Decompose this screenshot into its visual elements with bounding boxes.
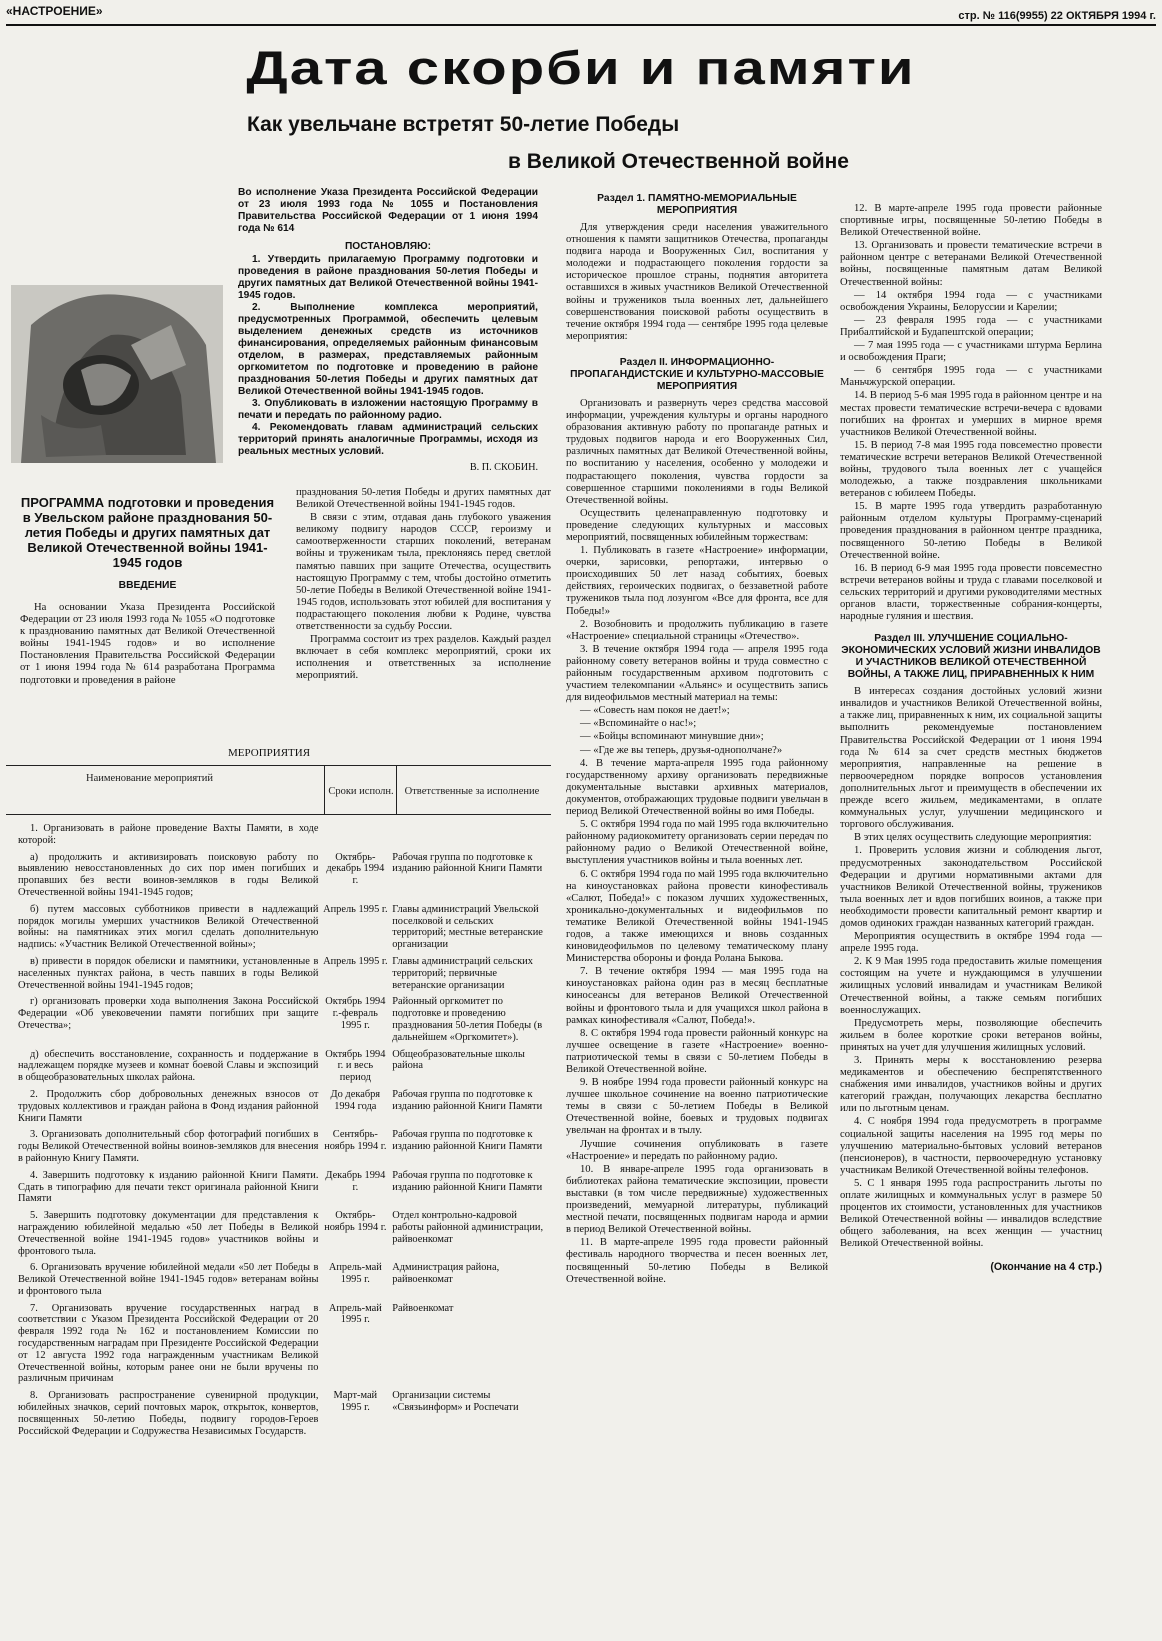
paragraph: — 7 мая 1995 года — с участниками штурма Берлина и освобождения Праги; xyxy=(840,340,1102,364)
decree-item: 2. Выполнение комплекса мероприятий, предусмотренных Программой, обеспечить целевым выделением денежных средств из источников финансирования, определяемых районным финансовым отделом, в размерах, представляемых районным оргкомитетом по подготовке и проведению в районе празднования 50-летия Победы и других памятных дат Великой Отечественной войны 1941-1945 годов. xyxy=(238,302,538,397)
paragraph: В интересах создания достойных условий жизни инвалидов и участников Великой Отечественной войны, а также лиц, приравненных к ним, их социальной защиты выполнить рекомендуемые постановлением Правительства Российской Федерации от 1 июня 1994 года № 614 за счет средств местных бюджетов мероприятия, направленные на решение в первоочередном порядке вопросов установления дополнительных льгот и преимуществ в обеспечении их прежде всего жильем, медикаментами, в оплате коммунальных услуг, улучшении медицинского и торгового обслуживания. xyxy=(840,686,1102,831)
table-header xyxy=(6,765,551,815)
paragraph: 2. Возобновить и продолжить публикацию в газете «Настроение» специальной страницы «Отечество». xyxy=(566,618,828,642)
decree-item: 1. Утвердить прилагаемую Программу подготовки и проведения в районе празднования 50-летия Победы и других памятных дат Великой Отечественной войны 1941-1945 годов. xyxy=(238,254,538,301)
paragraph: 4. В течение марта-апреля 1995 года районному государственному архиву организовать передвижные документальные выставки архивных материалов, документов, отображающих трудовые подвиги увельчан в период Великой Отечественной войны во имя Победы. xyxy=(566,757,828,818)
paragraph: — «Вспоминайте о нас!»; xyxy=(580,718,697,730)
header-name: Наименование мероприятий xyxy=(86,773,213,784)
paragraph: 15. В марте 1995 года утвердить разработанную районным отделом культуры Программу-сценарий проведения празднования в районном центре праздника, посвященного 50-летию Победы в Великой Отечественной войне. xyxy=(840,501,1102,561)
cell-date: Октябрь-декабрь 1994 г. xyxy=(326,851,385,887)
table-row xyxy=(16,1210,546,1262)
cell-date: Апрель 1995 г. xyxy=(323,903,388,915)
header-divider xyxy=(396,766,397,814)
article-subtitle-1: Как увельчане встретят 50-летие Победы xyxy=(247,113,680,136)
cell-date: Сентябрь-ноябрь 1994 г. xyxy=(324,1129,387,1153)
paragraph: Мероприятия осуществить в октябре 1994 года — апреле 1995 года. xyxy=(840,931,1102,955)
cell-date: Октябрь-ноябрь 1994 г. xyxy=(324,1210,387,1233)
header-rule xyxy=(6,24,1156,26)
cell-date: До декабря 1994 года xyxy=(330,1088,381,1112)
paragraph: 4. С ноября 1994 года предусмотреть в программе социальной защиты населения на 1995 год меры по улучшению материально-бытовых условий ветеранов (пенсионеров), в частности, первоочередную установку участникам Великой Отечественной войны телефонов. xyxy=(840,1116,1102,1176)
paragraph: Организовать и развернуть через средства массовой информации, учреждения культуры и органы народного образования активную работу по пропаганде ратных и трудовых подвигов народа и его Вооруженных Сил, различных памятных дат Великой Отечественной войны, по воспитанию у населения, особенно у молодежи и подрастающего поколения, чувства гордости за совершенное старшими поколениями в годы Великой Отечественной войны. xyxy=(566,397,828,506)
intro-text: На основании Указа Президента Российской Федерации от 23 июля 1993 года № 1055 «О подготовке к празднованию памятных дат Великой Отечественной войны 1941-1945 годов» и во исполнение Постановления Правительства Российской Федерации от 1 июня 1994 года № 614 разработана Программа подготовки и проведения в районе xyxy=(20,602,275,686)
cell-resp: Рабочая группа по подготовке к изданию районной Книги Памяти xyxy=(392,1088,543,1112)
cell-resp: Районный оргкомитет по подготовке и проведению празднования 50-летия Победы (в дальнейшем «Оргкомитет»). xyxy=(392,996,543,1043)
paragraph: 15. В период 7-8 мая 1995 года повсеместно провести тематические встречи ветеранов Великой Отечественной войны, трудового тыла военных лет с учащейся молодежью, а также поздравления школьниками ветеранов с юбилеем Победы. xyxy=(840,439,1102,500)
decree-heading: ПОСТАНОВЛЯЮ: xyxy=(344,241,432,252)
paragraph: 12. В марте-апреле 1995 года провести районные спортивные игры, посвященные 50-летию Победы в Великой Отечественной войне. xyxy=(840,203,1102,239)
paragraph: Предусмотреть меры, позволяющие обеспечить жильем в более короткие сроки ветеранов войны, принятых на учет для улучшения жилищных условий. xyxy=(840,1017,1102,1053)
cell-resp: Главы администраций сельских территорий; первичные ветеранские организации xyxy=(392,955,533,991)
paragraph: — «Бойцы вспоминают минувшие дни»; xyxy=(580,731,764,743)
cell-date: Апрель-май 1995 г. xyxy=(328,1302,382,1326)
cell-date: Октябрь 1994 г. и весь период xyxy=(325,1048,386,1084)
program-paragraph: В связи с этим, отдавая дань глубокого уважения великому подвигу народов СССР, героизму и самоотверженности старших поколений, ветеранам войны и труженикам тыла, преклоняясь перед светлой памятью павших при защите Отечества, осуществить настоящую Программу с тем, чтобы достойно отметить 50-летие Победы в Великой Отечественной войне 1941-1945 годов, использовать этот юбилей для воспитания у подрастающего поколения любви к Родине, чувства ответственности за судьбу России. xyxy=(296,512,551,633)
cell-resp: Рабочая группа по подготовке к изданию районной Книги Памяти xyxy=(392,1129,543,1153)
program-continued xyxy=(296,487,551,684)
decree-signature: В. П. СКОБИН. xyxy=(469,462,538,473)
paragraph: — «Совесть нам покоя не дает!»; xyxy=(580,705,730,717)
paragraph: — 23 февраля 1995 года — с участниками Прибалтийской и Будапештской операции; xyxy=(840,314,1102,338)
paragraph: 9. В ноябре 1994 года провести районный конкурс на лучшее школьное сочинение на военно патриотические темы в связи с 50-летием Победы в Великой Отечественной войне, боевых и трудовых подвигах увельчан на фронтах и в тылу. xyxy=(566,1077,828,1137)
cell-name: 1. Организовать в районе проведение Вахты Памяти, в ходе которой: xyxy=(18,823,319,846)
paragraph: 3. В течение октября 1994 года — апреля 1995 года районному совету ветеранов войны и труда совместно с районным государственным архивом подготовить с участием телекомпании «Альянс» и осуществить запись для видеофильмов местный материал на темы: xyxy=(566,643,828,704)
header-date: Сроки исполн. xyxy=(328,786,394,797)
cell-resp xyxy=(390,823,546,852)
paragraph: 14. В период 5-6 мая 1995 года в районном центре и на местах провести тематические встречи-вечера с вдовами погибших на фронтах и умерших в мирное время участников Великой Отечественной войны. xyxy=(840,390,1102,438)
paragraph: 5. С 1 января 1995 года распространить льготы по оплате жилищных и коммунальных услуг в размере 50 процентов их стоимости, установленных для участников Великой Отечественной войны — инвалидов вследствие общего заболевания, на всех женщин — участниц Великой Отечественной войны. xyxy=(840,1177,1102,1250)
paragraph: — 6 сентября 1995 года — с участниками Маньчжурской операции. xyxy=(840,365,1102,389)
cell-date: Апрель 1995 г. xyxy=(323,955,388,967)
program-title: ПРОГРАММА подготовки и проведения в Увельском районе празднования 50-летия Победы и других памятных дат Великой Отечественной войны 1941-1945 годов xyxy=(20,495,275,570)
paragraph: 13. Организовать и провести тематические встречи в районном центре с ветеранами Великой Отечественной войны, посвященные памятным датам Великой Отечественной войны: xyxy=(840,240,1102,288)
cell-name: д) обеспечить восстановление, сохранность и поддержание в надлежащем порядке музеев и комнат боевой Славы и экспозиций в общеобразовательных школах района. xyxy=(18,1048,319,1084)
table-row xyxy=(16,1129,546,1169)
cell-name: 3. Организовать дополнительный сбор фотографий погибших в годы Великой Отечественной войны воинов-земляков для внесения в районную Книгу Памяти. xyxy=(18,1129,319,1164)
header-divider xyxy=(324,766,325,814)
program-paragraph: Программа состоит из трех разделов. Каждый раздел включает в себя комплекс мероприятий, сроки их исполнения и ответственных за исполнение мероприятий. xyxy=(296,634,551,682)
section-2-title: Раздел II. ИНФОРМАЦИОННО-ПРОПАГАНДИСТСКИЕ И КУЛЬТУРНО-МАССОВЫЕ МЕРОПРИЯТИЯ xyxy=(570,356,824,392)
table-row xyxy=(16,1390,546,1442)
cell-date xyxy=(320,823,390,852)
cell-name: 7. Организовать вручение государственных наград в соответствии с Указом Президента Российской Федерации от 20 февраля 1992 года № 162 и постановлением Комиссии по государственным наградам при Президенте Российской Федерации от 12 августа 1992 года награжденным участникам Великой Отечественной войны, которым ранее они не были вручены по различным причинам xyxy=(18,1302,319,1385)
paragraph: — «Где же вы теперь, друзья-однополчане?» xyxy=(580,744,783,756)
paragraph: Лучшие сочинения опубликовать в газете «Настроение» и передать по районному радио. xyxy=(566,1138,828,1162)
cell-name: 2. Продолжить сбор добровольных денежных взносов от трудовых коллективов и граждан района в Фонд издания районной Книги Памяти xyxy=(18,1088,319,1124)
table-row xyxy=(16,1262,546,1302)
paragraph: 8. С октября 1994 года провести районный конкурс на лучшее освещение в газете «Настроение» военно-патриотической темы в связи с 50-летием Победы в Великой Отечественной войне. xyxy=(566,1027,828,1075)
table-row xyxy=(16,956,546,996)
paragraph: 2. К 9 Мая 1995 года предоставить жилые помещения состоящим на учете и нуждающимся в улучшении жилищных условий инвалидам и участникам Великой Отечественной войны, а также семьям погибших военнослужащих. xyxy=(840,956,1102,1016)
header-resp: Ответственные за исполнение xyxy=(404,786,540,797)
table-row xyxy=(16,1170,546,1210)
paragraph: 5. С октября 1994 года по май 1995 года включительно районному радиокомитету организовать серии передач по районному радио о Великой Отечественной войне, выступления участников войны и тыла военных лет. xyxy=(566,819,828,867)
cell-name: 5. Завершить подготовку документации для представления к награждению юбилейной медалью «50 лет Победы в Великой Отечественной войне 1941-1945 годов» участников войны и фронтового тыла. xyxy=(18,1210,319,1257)
section-1-2-column xyxy=(566,193,828,1287)
cell-resp: Главы администраций Увельской поселковой и сельских территорий; местные ветеранские организации xyxy=(392,903,543,951)
article-subtitle-2: в Великой Отечественной войне xyxy=(508,150,849,173)
cell-resp: Рабочая группа по подготовке к изданию районной Книги Памяти xyxy=(392,1169,543,1193)
cell-date: Декабрь 1994 г. xyxy=(325,1169,386,1193)
paragraph: 6. С октября 1994 года по май 1995 года включительно на киноустановках района провести кинофестиваль «Салют, Победа!» с показом лучших художественных, хроникально-документальных и видеофильмов по тематике Великой Отечественной войны 1941-1945 годов, а также имеющихся и вновь созданных киновидеофильмов по целевому тематическому плану Министерства обороны и фонда Ролана Быкова. xyxy=(566,868,828,965)
continued-note: (Окончание на 4 стр.) xyxy=(990,1260,1102,1273)
decree-intro: Во исполнение Указа Президента Российской Федерации от 23 июля 1993 года № 1055 и Постановления Правительства Российской Федерации от 1 июня 1994 года № 614 xyxy=(238,187,538,234)
cell-resp: Рабочая группа по подготовке к изданию районной Книги Памяти xyxy=(392,851,543,875)
section-1-title: Раздел 1. ПАМЯТНО-МЕМОРИАЛЬНЫЕ МЕРОПРИЯТИЯ xyxy=(597,193,797,216)
section-3-title: Раздел III. УЛУЧШЕНИЕ СОЦИАЛЬНО-ЭКОНОМИЧЕСКИХ УСЛОВИЙ ЖИЗНИ ИНВАЛИДОВ И УЧАСТНИКОВ ВЕЛИКОЙ ОТЕЧЕСТВЕННОЙ ВОЙНЫ, А ТАКЖЕ ЛИЦ, ПРИРАВНЕННЫХ К НИМ xyxy=(841,633,1101,681)
program-paragraph: празднования 50-летия Победы и других памятных дат Великой Отечественной войны 1941-1945 годов. xyxy=(296,487,551,511)
program-intro xyxy=(20,495,275,688)
events-table xyxy=(16,823,546,1442)
cell-name: в) привести в порядок обелиски и памятники, установленные в населенных пунктах района, в честь павших в годы Великой Отечественной войны 1941-1945 годов; xyxy=(18,955,319,991)
section-1-text: Для утверждения среди населения уважительного отношения к памяти защитников Отечества, пропаганды подвига народа и Вооруженных Сил, воспитания у молодежи и подрастающего поколения гордости за историческое прошлое страны, поднятия авторитета оставшихся в живых участников Великой Отечественной войны и тружеников тыла военных лет, дальнейшего совершенствования поисковой работы осуществить в течение октября 1994 года — сентябре 1995 года целевые мероприятия: xyxy=(566,222,828,342)
decree-item: 3. Опубликовать в изложении настоящую Программу в печати и передать по районному радио. xyxy=(238,398,538,421)
paragraph: 1. Проверить условия жизни и соблюдения льгот, предусмотренных законодательством Российской Федерации и другими нормативными актами для участников Великой Отечественной войны, тружеников тыла военных лет и вдов погибших воинов, а также при необходимости провести капитальный ремонт квартир и домов одиноких граждан названных категорий граждан. xyxy=(840,845,1102,929)
cell-name: г) организовать проверки хода выполнения Закона Российской Федерации «Об увековечении памяти погибших при защите Отечества»; xyxy=(18,996,319,1031)
memorial-photo xyxy=(11,285,223,463)
cell-resp: Отдел контрольно-кадровой работы районной администрации, райвоенкомат xyxy=(392,1210,544,1245)
paragraph: — 14 октября 1994 года — с участниками освобождения Украины, Белоруссии и Карелии; xyxy=(840,289,1102,313)
table-row xyxy=(16,852,546,904)
paragraph: 1. Публиковать в газете «Настроение» информации, очерки, зарисовки, репортажи, интервью о происходивших 50 лет назад событиях, боевых действиях, героических подвигах, о беззаветной работе тружеников тыла под лозунгом «Все для фронта, все для Победы!» xyxy=(566,545,828,617)
table-row xyxy=(16,1089,546,1129)
paragraph: Осуществить целенаправленную подготовку и проведение следующих культурных и массовых мероприятий, посвященных юбилейным торжествам: xyxy=(566,507,828,543)
paragraph: 11. В марте-апреле 1995 года провести районный фестиваль народного творчества и песен военных лет, посвященный 50-летию Победы в Великой Отечественной войне. xyxy=(566,1237,828,1285)
memorial-image xyxy=(11,285,223,463)
cell-date: Апрель-май 1995 г. xyxy=(328,1262,382,1286)
paragraph: 16. В период 6-9 мая 1995 года провести повсеместно встречи ветеранов войны и труда с главами поселковой и сельских территорий и другими руководителями местных органов власти, торжественные собрания-концерты, народные гуляния и шествия. xyxy=(840,562,1102,623)
cell-name: 6. Организовать вручение юбилейной медали «50 лет Победы в Великой Отечественной войне 1941-1945 годов» ветеранам войны и фронтового тыла xyxy=(18,1262,319,1297)
cell-name: 4. Завершить подготовку к изданию районной Книги Памяти. Сдать в типографию для печати текст оригинала районной Книги Памяти xyxy=(18,1169,319,1205)
paragraph: 3. Принять меры к восстановлению резерва медикаментов и обеспечению беспрепятственного снабжения ими инвалидов, участников войны и других категорий граждан, получающих лекарства бесплатно или по льготным ценам. xyxy=(840,1055,1102,1115)
intro-heading: ВВЕДЕНИЕ xyxy=(118,580,177,591)
table-row xyxy=(16,1049,546,1089)
table-row xyxy=(16,904,546,956)
cell-name: а) продолжить и активизировать поисковую работу по выявлению невосстановленных до сих пор имен погибших и пропавших без вести воинов-земляков в годы Великой Отечественной войны 1941-1945 годов; xyxy=(18,851,319,898)
cell-date: Март-май 1995 г. xyxy=(333,1390,378,1414)
table-row xyxy=(16,823,546,852)
decree-block xyxy=(238,187,538,474)
issue-info: стр. № 116(9955) 22 ОКТЯБРЯ 1994 г. xyxy=(958,10,1156,22)
article-title: Дата скорби и памяти xyxy=(246,41,916,95)
table-row xyxy=(16,996,546,1048)
cell-date: Октябрь 1994 г.-февраль 1995 г. xyxy=(325,996,386,1031)
cell-resp: Администрация района, райвоенкомат xyxy=(392,1262,500,1286)
cell-resp: Райвоенкомат xyxy=(392,1302,454,1314)
paragraph: 10. В январе-апреле 1995 года организовать в библиотеках района тематические экспозиции, провести выставки (в том числе передвижные) художественных произведений, мемуарной литературы, публикаций местной печати, посвященных подвигам народа и армии в период Великой Отечественной войны. xyxy=(566,1163,828,1236)
section-3-column xyxy=(840,203,1102,1274)
newspaper-name: «НАСТРОЕНИЕ» xyxy=(6,4,103,18)
table-row xyxy=(16,1303,546,1391)
paragraph: В этих целях осуществить следующие мероприятия: xyxy=(854,832,1092,844)
decree-item: 4. Рекомендовать главам администраций сельских территорий принять аналогичные Программы, исходя из реальных местных условий. xyxy=(238,422,538,457)
table-caption: МЕРОПРИЯТИЯ xyxy=(228,747,311,759)
cell-name: 8. Организовать распространение сувенирной продукции, юбилейных значков, серий почтовых марок, открыток, конвертов, посвященных 50-летию Победы, подвигу городов-Героев Российской Федерации и Содружества Независимых Государств. xyxy=(18,1390,319,1437)
cell-resp: Организации системы «Связьинформ» и Роспечати xyxy=(392,1390,519,1414)
paragraph: 7. В течение октября 1994 — мая 1995 года на киноустановках района один раз в месяц бесплатные киносеансы для ветеранов Великой Отечественной войны и фронтового тыла и для учащихся школ района в рамках кинофестиваля «Салют, Победа!». xyxy=(566,966,828,1026)
cell-resp: Общеобразовательные школы района xyxy=(392,1048,525,1072)
cell-name: б) путем массовых субботников привести в надлежащий порядок могилы умерших участников Великой Отечественной войны: на памятниках этих могил сделать дополнительную надпись: «Участник Великой Отечественной войны»; xyxy=(18,903,319,951)
